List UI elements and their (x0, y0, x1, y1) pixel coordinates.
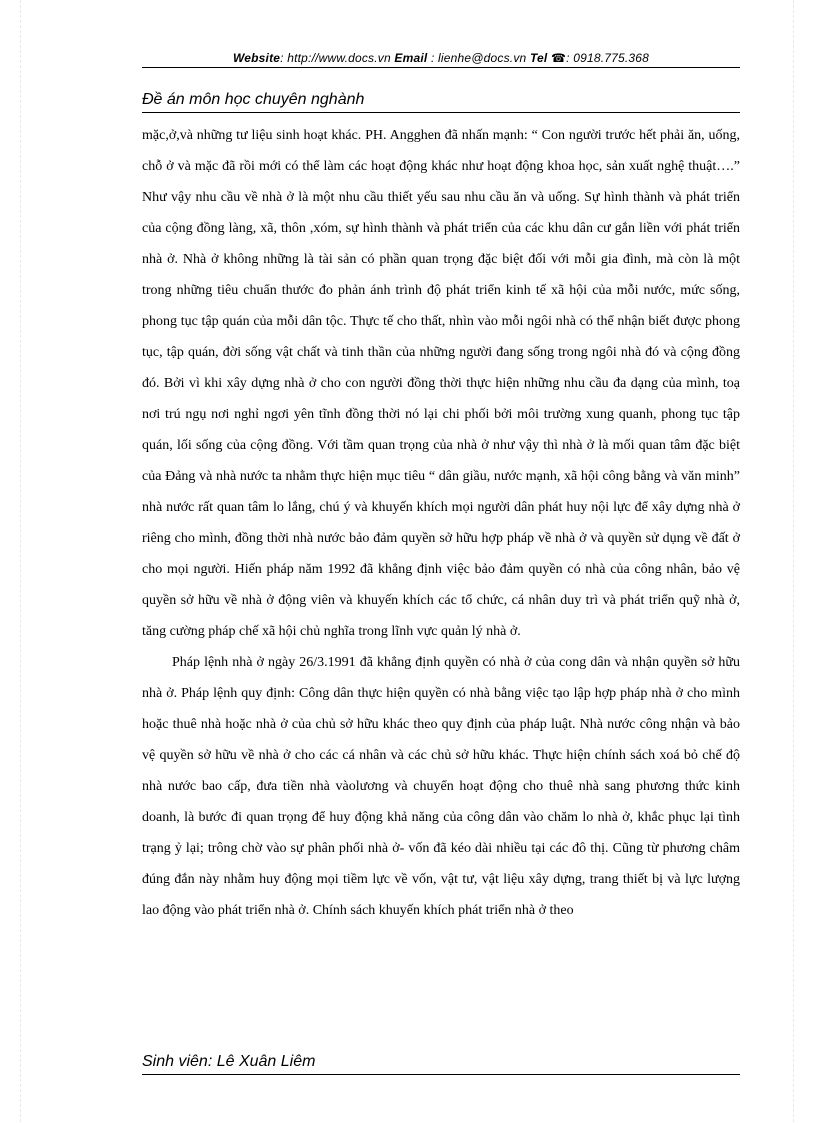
tel-label: Tel (529, 51, 548, 65)
footer-student-name: Sinh viên: Lê Xuân Liêm (142, 1052, 740, 1075)
paragraph-1: mặc,ở,và những tư liệu sinh hoạt khác. PH. Angghen đã nhấn mạnh: “ Con người trước hết phải ăn, uống, chỗ ở và mặc đã rồi mới có thể làm các hoạt động khác như hoạt động khoa học, sản xuất nghệ thuật….” Như vậy nhu cầu về nhà ở là một nhu cầu thiết yếu sau nhu cầu ăn và uống. Sự hình thành và phát triển của cộng đồng làng, xã, thôn ,xóm, sự hình thành và phát triển của các khu dân cư gắn liền với phát triển nhà ở. Nhà ở không những là tài sản có phần quan trọng đặc biệt đối với mỗi gia đình, mà còn là một trong những tiêu chuẩn thước đo phản ánh trình độ phát triển kinh tế xã hội của mỗi nước, mức sống, phong tục tập quán của mỗi dân tộc. Thực tế cho thất, nhìn vào mỗi ngôi nhà có thể nhận biết được phong tục, tập quán, đời sống vật chất và tinh thần của những người đang sống trong ngôi nhà đó và cộng đồng đó. Bởi vì khi xây dựng nhà ở cho con người đồng thời thực hiện những nhu cầu đa dạng của mình, toạ nơi trú ngụ nơi nghỉ ngơi yên tĩnh đồng thời nó lại chi phối bởi môi trường xung quanh, phong tục tập quán, lối sống của cộng đồng. Với tầm quan trọng của nhà ở như vậy thì nhà ở là mối quan tâm đặc biệt của Đảng và nhà nước ta nhằm thực hiện mục tiêu “ dân giầu, nước mạnh, xã hội công bằng và văn minh” nhà nước rất quan tâm lo lắng, chú ý và khuyến khích mọi người dân phát huy nội lực để xây dựng nhà ở riêng cho mình, đồng thời nhà nước bảo đảm quyền sở hữu hợp pháp về nhà ở và quyền sử dụng về đất ở cho mọi người. Hiến pháp năm 1992 đã khẳng định việc bảo đảm quyền có nhà của công nhân, bảo vệ quyền sở hữu về nhà ở động viên và khuyến khích các tổ chức, cá nhân duy trì và phát triển quỹ nhà ở, tăng cường pháp chế xã hội chủ nghĩa trong lĩnh vực quản lý nhà ở. (142, 128, 740, 639)
email-label: Email (394, 51, 428, 65)
email-address: : lienhe@docs.vn (427, 51, 527, 65)
website-url: : http://www.docs.vn (280, 51, 391, 65)
paragraph-2: Pháp lệnh nhà ở ngày 26/3.1991 đã khẳng định quyền có nhà ở của cong dân và nhận quyền sở hữu nhà ở. Pháp lệnh quy định: Công dân thực hiện quyền có nhà bằng việc tạo lập hợp pháp nhà ở cho mình hoặc thuê nhà hoặc nhà ở của chủ sở hữu khác theo quy định của pháp luật. Nhà nước công nhận và bảo vệ quyền sở hữu về nhà ở cho các cá nhân và các chủ sở hữu khác. Thực hiện chính sách xoá bỏ chế độ nhà nước bao cấp, đưa tiền nhà vàolương và chuyển hoạt động cho thuê nhà sang phương thức kinh doanh, là bước đi quan trọng để huy động khả năng của công dân vào chăm lo nhà ở, khắc phục lại tình trạng ỷ lại; trông chờ vào sự phân phối nhà ở- vốn đã kéo dài nhiều tại các đô thị. Cũng từ phương châm đúng đắn này nhằm huy động mọi tiềm lực về vốn, vật tư, vật liệu xây dựng, trang thiết bị và lực lượng lao động vào phát triển nhà ở. Chính sách khuyến khích phát triển nhà ở theo (142, 655, 740, 918)
phone-icon: ☎ (551, 51, 567, 65)
website-header (142, 50, 740, 68)
document-body (142, 120, 740, 926)
document-title: Đề án môn học chuyên nghành (142, 90, 740, 113)
tel-number: : 0918.775.368 (566, 51, 650, 65)
website-label: Website (232, 51, 281, 65)
